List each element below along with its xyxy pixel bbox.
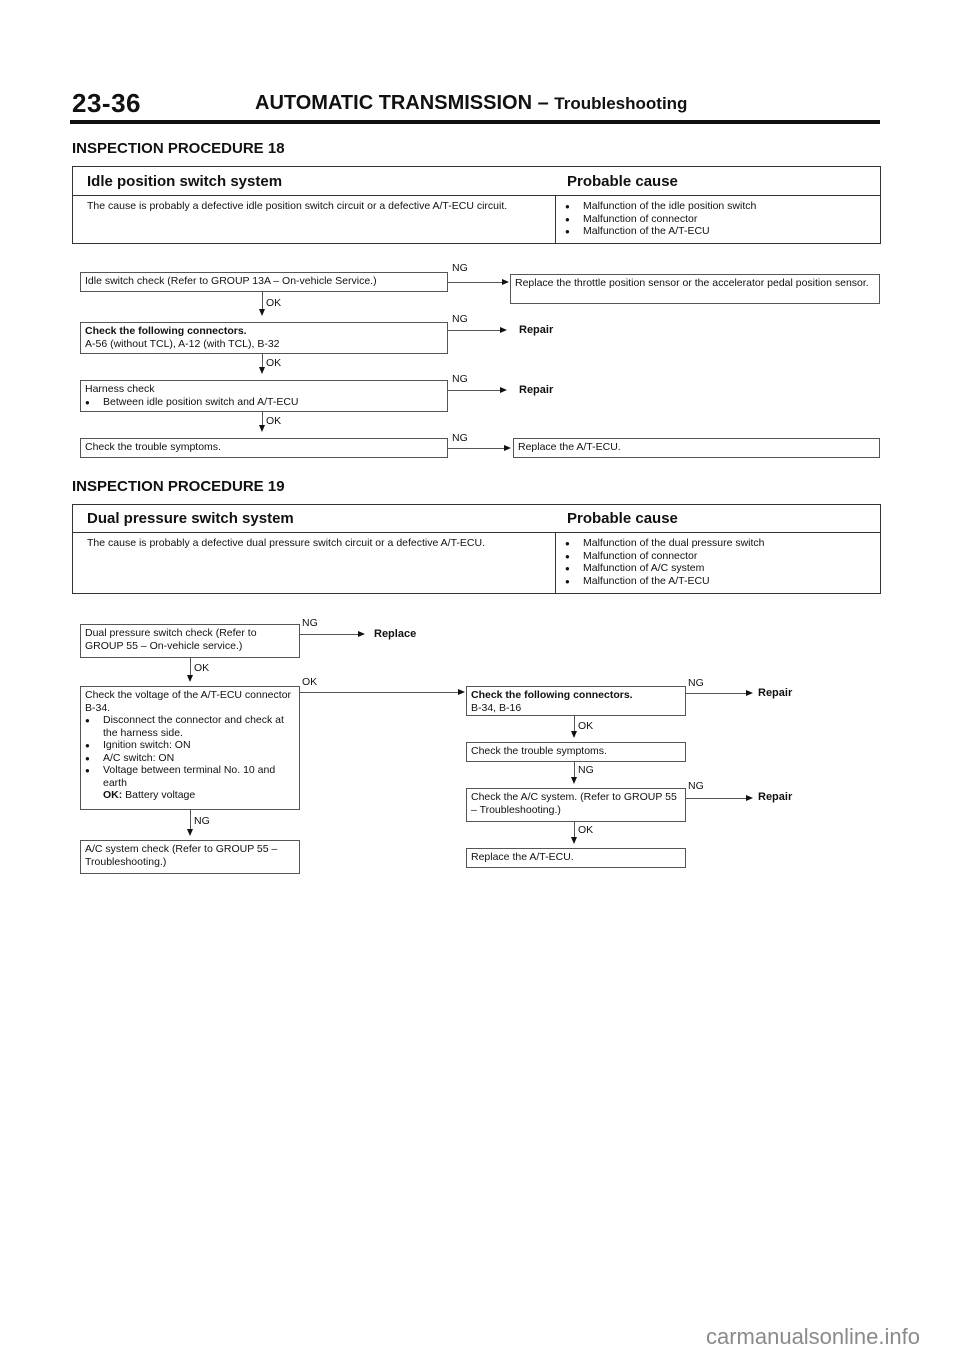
ng-label: NG — [452, 432, 468, 444]
list-item: ● Between idle position switch and A/T-ECU — [85, 396, 443, 409]
connector-line — [574, 762, 575, 778]
arrow-right-icon — [500, 387, 507, 393]
ok-label: OK — [266, 357, 282, 369]
arrow-right-icon — [746, 690, 753, 696]
list-item: ● Malfunction of connector — [565, 550, 865, 563]
title-main: AUTOMATIC TRANSMISSION — [255, 92, 533, 114]
list-item: ● Ignition switch: ON — [85, 739, 295, 752]
proc18-step4: Check the trouble symptoms. — [80, 438, 448, 458]
arrow-right-icon — [746, 795, 753, 801]
proc19-step1-ng-result: Replace — [374, 628, 417, 640]
ok-label: OK — [266, 297, 282, 309]
proc18-step2-body: A-56 (without TCL), A-12 (with TCL), B-32 — [85, 337, 280, 350]
proc19-step2-list — [85, 714, 295, 789]
arrow-down-icon — [571, 777, 577, 784]
proc19-description: The cause is probably a defective dual pressure switch circuit or a defective A/T-ECU. — [87, 537, 486, 549]
proc19-r-step2: Check the trouble symptoms. — [466, 742, 686, 762]
arrow-down-icon — [259, 367, 265, 374]
ng-label: NG — [578, 764, 594, 776]
proc18-step3-title: Harness check — [85, 383, 155, 395]
proc19-step2-title: Check the voltage of the A/T-ECU connector B-34. — [85, 689, 292, 714]
connector-line — [686, 798, 746, 799]
arrow-right-icon — [458, 689, 465, 695]
proc19-probable-cause-label: Probable cause — [567, 510, 678, 527]
ng-label: NG — [452, 313, 468, 325]
proc19-title: INSPECTION PROCEDURE 19 — [72, 478, 285, 495]
arrow-down-icon — [259, 425, 265, 432]
proc19-r-step3-ng-result: Repair — [758, 791, 793, 803]
connector-line — [262, 292, 263, 310]
list-item: ● A/C switch: ON — [85, 752, 295, 765]
proc18-system: Idle position switch system — [87, 173, 283, 190]
connector-line — [574, 716, 575, 732]
arrow-right-icon — [502, 279, 509, 285]
title-sub: Troubleshooting — [554, 94, 688, 113]
ng-label: NG — [194, 815, 210, 827]
list-item: ● Disconnect the connector and check at the harness side. — [85, 714, 295, 739]
ok-label: OK — [194, 662, 210, 674]
connector-line — [448, 448, 504, 449]
connector-line — [262, 412, 263, 426]
connector-line — [686, 693, 746, 694]
list-item: ● Malfunction of connector — [565, 213, 865, 226]
ok-label: OK — [578, 720, 594, 732]
title-separator: – — [537, 92, 549, 114]
arrow-right-icon — [500, 327, 507, 333]
proc19-r-step1-ng-result: Repair — [758, 687, 793, 699]
proc18-step3-ng-result: Repair — [519, 384, 554, 396]
connector-line — [300, 634, 358, 635]
proc19-r-step1-body: B-34, B-16 — [471, 701, 522, 714]
proc19-system: Dual pressure switch system — [87, 510, 294, 527]
proc19-cause-table — [72, 504, 881, 594]
ok-label: OK — [578, 824, 594, 836]
proc19-cause-list — [565, 537, 865, 587]
arrow-right-icon — [358, 631, 365, 637]
connector-line — [190, 810, 191, 830]
proc18-step3-list — [85, 396, 443, 409]
connector-line — [448, 390, 500, 391]
connector-line — [300, 692, 458, 693]
list-item: ● Malfunction of the A/T-ECU — [565, 225, 865, 238]
arrow-down-icon — [571, 837, 577, 844]
proc18-step3 — [80, 380, 448, 412]
header-rule — [70, 120, 880, 124]
connector-line — [448, 330, 500, 331]
proc18-step1-ng-result: Replace the throttle position sensor or the accelerator pedal position sensor. — [510, 274, 880, 304]
proc18-step1: Idle switch check (Refer to GROUP 13A – On-vehicle Service.) — [80, 272, 448, 292]
ng-label: NG — [688, 677, 704, 689]
proc18-description: The cause is probably a defective idle position switch circuit or a defective A/T-ECU circuit. — [87, 200, 508, 212]
proc19-r-step1-title: Check the following connectors. — [471, 689, 633, 701]
proc18-title: INSPECTION PROCEDURE 18 — [72, 140, 285, 157]
proc19-step2 — [80, 686, 300, 810]
proc19-r-step4: Replace the A/T-ECU. — [466, 848, 686, 868]
divider — [555, 195, 556, 243]
list-item: ● Malfunction of the A/T-ECU — [565, 575, 865, 588]
proc18-step2-title: Check the following connectors. — [85, 325, 247, 337]
divider — [73, 532, 880, 533]
arrow-down-icon — [259, 309, 265, 316]
proc18-step4-ng-result: Replace the A/T-ECU. — [513, 438, 880, 458]
proc19-r-step1 — [466, 686, 686, 716]
ng-label: NG — [452, 262, 468, 274]
proc18-step2-ng-result: Repair — [519, 324, 554, 336]
ng-label: NG — [452, 373, 468, 385]
ng-label: NG — [302, 617, 318, 629]
watermark: carmanualsonline.info — [705, 1324, 920, 1349]
list-item: ● Malfunction of A/C system — [565, 562, 865, 575]
list-item: ● Voltage between terminal No. 10 and earth — [85, 764, 295, 789]
connector-line — [262, 354, 263, 368]
proc19-step1: Dual pressure switch check (Refer to GROUP 55 – On-vehicle service.) — [80, 624, 300, 658]
proc18-step2 — [80, 322, 448, 354]
proc18-cause-list — [565, 200, 865, 238]
proc19-step3: A/C system check (Refer to GROUP 55 – Troubleshooting.) — [80, 840, 300, 874]
proc18-cause-table — [72, 166, 881, 244]
ok-criteria-label: OK: — [103, 789, 123, 801]
ok-criteria-value: Battery voltage — [125, 789, 196, 801]
arrow-right-icon — [504, 445, 511, 451]
connector-line — [574, 822, 575, 838]
arrow-down-icon — [571, 731, 577, 738]
proc18-probable-cause-label: Probable cause — [567, 173, 678, 190]
arrow-down-icon — [187, 829, 193, 836]
connector-line — [448, 282, 502, 283]
proc19-step2-ok-line — [85, 789, 295, 802]
page-number: 23-36 — [72, 88, 141, 118]
proc19-r-step3: Check the A/C system. (Refer to GROUP 55 – Troubleshooting.) — [466, 788, 686, 822]
list-item: ● Malfunction of the dual pressure switch — [565, 537, 865, 550]
divider — [73, 195, 880, 196]
page-title — [255, 92, 687, 115]
connector-line — [190, 658, 191, 676]
divider — [555, 532, 556, 593]
arrow-down-icon — [187, 675, 193, 682]
ng-label: NG — [688, 780, 704, 792]
list-item: ● Malfunction of the idle position switch — [565, 200, 865, 213]
ok-label: OK — [302, 676, 318, 688]
ok-label: OK — [266, 415, 282, 427]
